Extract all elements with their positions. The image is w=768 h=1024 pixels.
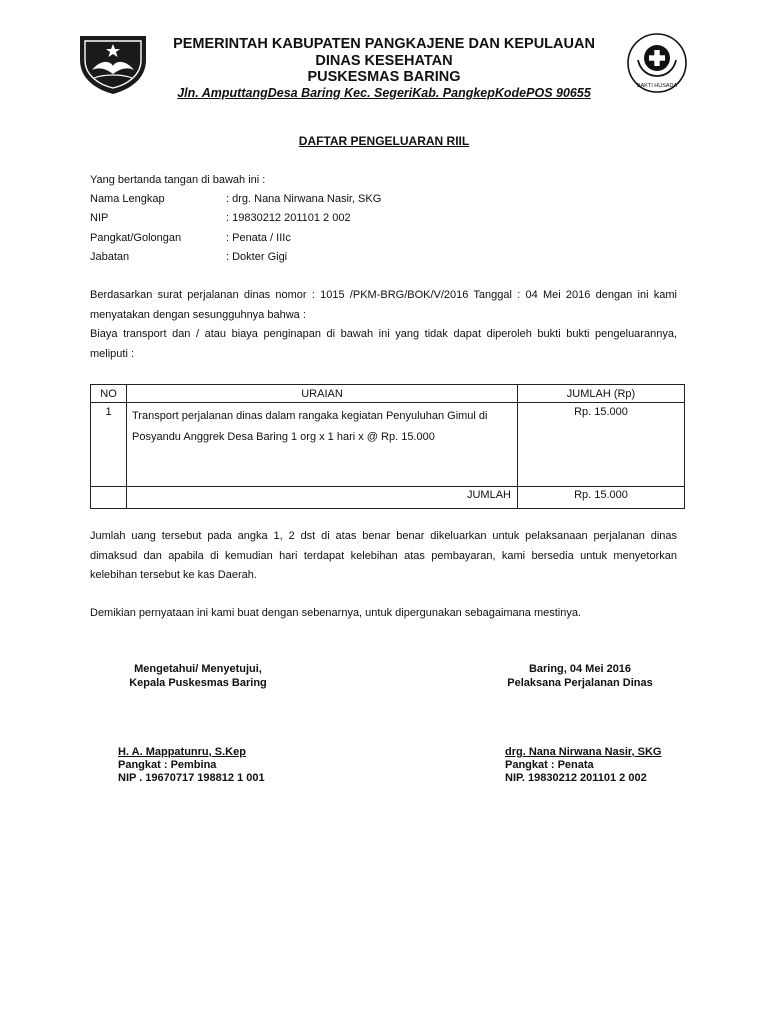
field-value-position: : Dokter Gigi [226,251,288,263]
field-value-nip: : 19830212 201101 2 002 [226,212,351,224]
letterhead-government: PEMERINTAH KABUPATEN PANGKAJENE DAN KEPULAUAN [173,36,595,52]
total-empty-cell [91,487,127,509]
row-uraian-line2: Posyandu Anggrek Desa Baring 1 org x 1 hari x @ Rp. 15.000 [132,431,435,443]
total-value: Rp. 15.000 [518,487,685,509]
right-sign-rank: Pangkat : Penata [505,759,594,771]
letterhead [0,0,768,110]
intro-text: Yang bertanda tangan di bawah ini : [90,174,266,186]
header-jumlah: JUMLAH (Rp) [518,385,685,403]
letterhead-address: Jln. AmputtangDesa Baring Kec. SegeriKab. PangkepKodePOS 90655 [177,86,591,100]
field-label-nip: NIP [90,212,109,224]
left-sign-nip: NIP . 19670717 198812 1 001 [118,772,265,784]
table-row [91,403,685,487]
left-sign-approval: Mengetahui/ Menyetujui, [134,663,262,675]
field-label-name: Nama Lengkap [90,193,165,205]
paragraph-closing: Demikian pernyataan ini kami buat dengan sebenarnya, untuk dipergunakan sebagaimana mestinya. [90,607,582,619]
paragraph-letter-reference: Berdasarkan surat perjalanan dinas nomor : 1015 /PKM-BRG/BOK/V/2016 Tanggal : 04 Mei 2016 dengan ini kami menyatakan dengan sesungguhnya bahwa : [90,289,677,321]
paragraph-declaration: Jumlah uang tersebut pada angka 1, 2 dst di atas benar benar dikeluarkan untuk pelaksanaan perjalanan dinas dimaksud dan apabila di kemudian hari terdapat kelebihan atas pembayaran, kami bersedia untuk menyetorkan kelebihan tersebut ke kas Daerah. [90,530,677,581]
row-uraian [127,403,518,487]
field-value-name: : drg. Nana Nirwana Nasir, SKG [226,193,382,205]
header-uraian: URAIAN [127,385,518,403]
right-sign-place-date: Baring, 04 Mei 2016 [528,663,632,675]
header-no: NO [91,385,127,403]
table-header-row [91,385,685,403]
field-label-position: Jabatan [90,251,130,263]
row-uraian-line1: Transport perjalanan dinas dalam rangaka kegiatan Penyuluhan Gimul di [132,410,488,422]
document-title: DAFTAR PENGELUARAN RIIL [298,134,470,148]
row-jumlah: Rp. 15.000 [518,403,685,487]
bakti-husada-logo-text: BAKTI HUSADA [636,83,678,89]
row-no: 1 [91,403,127,487]
letterhead-department: DINAS KESEHATAN [315,53,453,69]
right-sign-title: Pelaksana Perjalanan Dinas [507,677,653,689]
field-value-rank: : Penata / IIIc [226,232,291,244]
expense-table [90,384,685,509]
right-sign-nip: NIP. 19830212 201101 2 002 [505,772,647,784]
table-total-row [91,487,685,509]
right-sign-name: drg. Nana Nirwana Nasir, SKG [505,746,662,758]
letterhead-institution: PUSKESMAS BARING [307,69,461,85]
field-label-rank: Pangkat/Golongan [90,232,182,244]
total-label: JUMLAH [127,487,518,509]
left-sign-title: Kepala Puskesmas Baring [129,677,267,689]
paragraph-cost-description: Biaya transport dan / atau biaya penginapan di bawah ini yang tidak dapat diperoleh bukti bukti pengeluarannya, meliputi : [90,328,677,360]
left-sign-rank: Pangkat : Pembina [118,759,217,771]
bakti-husada-logo [626,32,688,94]
left-sign-name: H. A. Mappatunru, S.Kep [118,746,246,758]
